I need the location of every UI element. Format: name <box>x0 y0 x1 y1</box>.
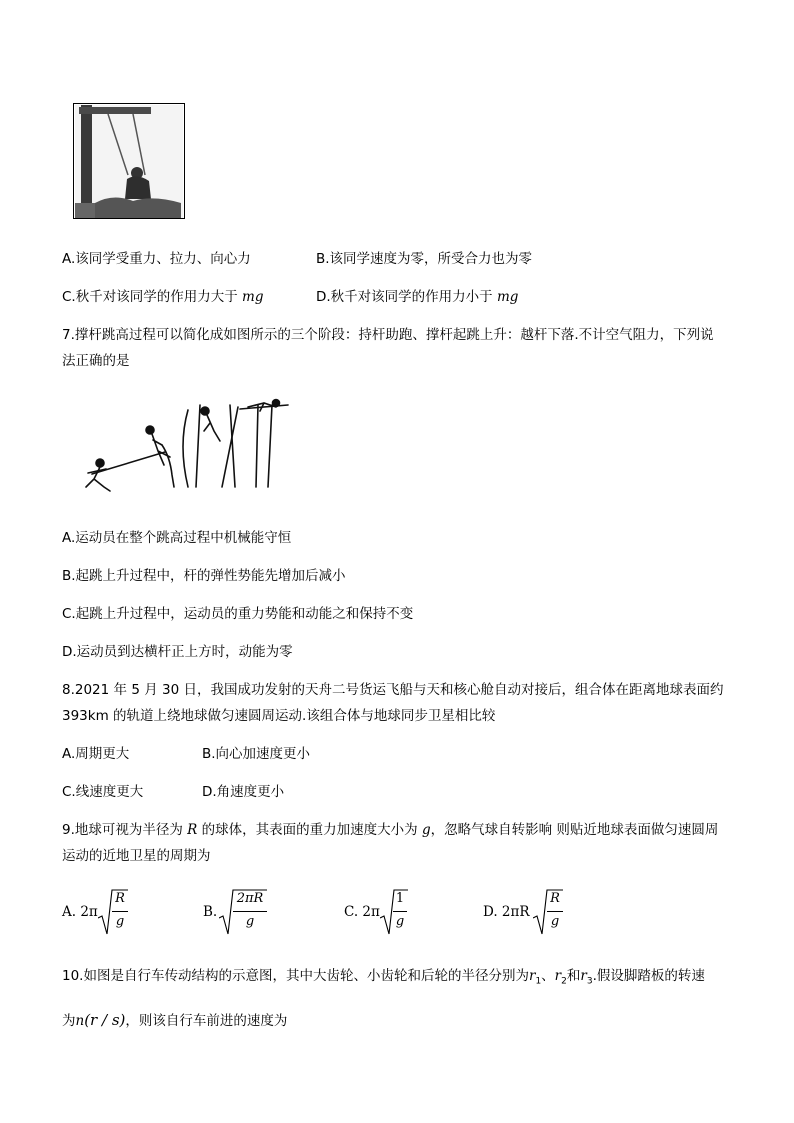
q8-option-c: C.线速度更大 <box>62 784 144 800</box>
q7-option-a: A.运动员在整个跳高过程中机械能守恒 <box>62 530 292 546</box>
q10-stem-line1: 10.如图是自行车传动结构的示意图，其中大齿轮、小齿轮和后轮的半径分别为$r_1$、$r_2$和$r_3$.假设脚踏板的转速 <box>62 968 705 987</box>
swing-option-b: B.该同学速度为零，所受合力也为零 <box>316 251 533 267</box>
q9-option-a: A. 2π R g <box>62 888 142 938</box>
q7-stem-line2: 法正确的是 <box>62 353 130 369</box>
q8-option-d: D.角速度更小 <box>202 784 285 800</box>
pole-vault-figure <box>70 395 290 500</box>
q9-option-d: D. 2πR R g <box>483 888 573 938</box>
swing-option-d: D.秋千对该同学的作用力小于 mg <box>316 289 519 305</box>
swing-option-a: A.该同学受重力、拉力、向心力 <box>62 251 251 267</box>
q10-stem-line2: 为n(r / s)，则该自行车前进的速度为 <box>62 1011 288 1029</box>
q8-stem-line1: 8.2021 年 5 月 30 日，我国成功发射的天舟二号货运飞船与天和核心舱自动对接后，组合体在距离地球表面约 <box>62 682 724 698</box>
swing-option-c: C.秋千对该同学的作用力大于 mg <box>62 289 264 305</box>
q8-option-b: B.向心加速度更小 <box>202 746 311 762</box>
swing-photo <box>73 103 185 219</box>
q9-option-b: B. 2πR g <box>203 888 283 938</box>
q8-stem-line2: 393km 的轨道上绕地球做匀速圆周运动.该组合体与地球同步卫星相比较 <box>62 708 496 724</box>
q9-stem-line2: 运动的近地卫星的周期为 <box>62 848 211 864</box>
q7-option-b: B.起跳上升过程中，杆的弹性势能先增加后减小 <box>62 568 346 584</box>
q9-stem-line1: 9.地球可视为半径为 R 的球体，其表面的重力加速度大小为 g，忽略气球自转影响 则贴近地球表面做匀速圆周 <box>62 822 719 838</box>
q9-option-c: C. 2π 1 g <box>344 888 424 938</box>
q8-option-a: A.周期更大 <box>62 746 130 762</box>
q7-option-d: D.运动员到达横杆正上方时，动能为零 <box>62 644 293 660</box>
q7-option-c: C.起跳上升过程中，运动员的重力势能和动能之和保持不变 <box>62 606 414 622</box>
q7-stem-line1: 7.撑杆跳高过程可以简化成如图所示的三个阶段：持杆助跑、撑杆起跳上升：越杆下落.不计空气阻力，下列说 <box>62 327 714 343</box>
